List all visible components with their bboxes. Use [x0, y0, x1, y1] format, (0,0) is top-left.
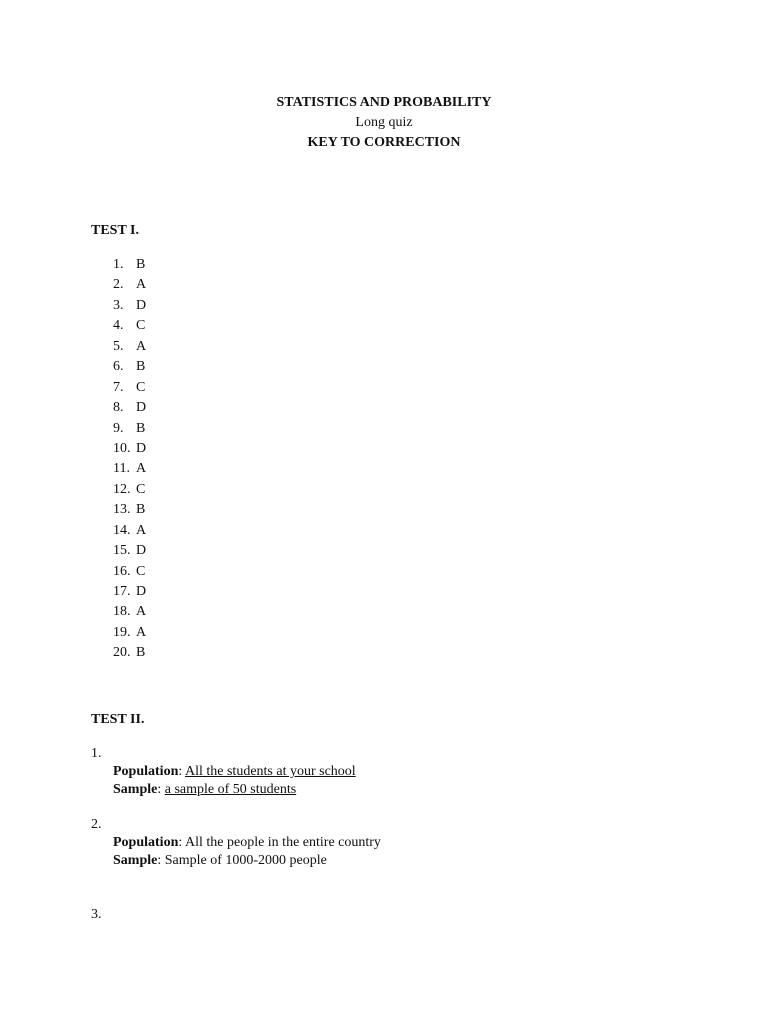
- test2-question-2: [91, 816, 381, 870]
- sample-value: Sample of 1000-2000 people: [164, 853, 327, 868]
- answer-number: 13.: [113, 502, 131, 518]
- answer-value: B: [136, 257, 146, 272]
- question-number: 3.: [91, 907, 102, 922]
- answer-value: D: [136, 440, 147, 456]
- answer-value: B: [136, 645, 146, 661]
- population-label: Population: [113, 764, 179, 779]
- answer-number: 14.: [113, 522, 131, 538]
- test1-title: TEST I.: [91, 223, 139, 238]
- answer-number: 4.: [113, 318, 124, 334]
- answer-value: A: [136, 277, 147, 293]
- question-number: 2.: [91, 817, 102, 832]
- test2-title: TEST II.: [91, 712, 145, 727]
- answer-number: 9.: [113, 420, 124, 436]
- population-label: Population: [113, 835, 179, 850]
- sample-value: a sample of 50 students: [164, 782, 297, 797]
- answer-value: A: [136, 338, 147, 354]
- test2-question-3: [91, 906, 102, 924]
- answer-number: 8.: [113, 400, 124, 416]
- population-line: Population: All the people in the entire country: [113, 835, 381, 850]
- answer-number: 5.: [113, 338, 124, 354]
- population-value: All the people in the entire country: [184, 835, 381, 850]
- answer-number: 2.: [113, 277, 124, 293]
- answer-value: A: [136, 604, 147, 620]
- answer-value: D: [136, 543, 147, 559]
- population-value: All the students at your school: [184, 764, 356, 779]
- test2-question-1: [91, 745, 356, 799]
- answer-value: C: [136, 563, 146, 579]
- answer-number: 20.: [113, 645, 131, 661]
- sample-label: Sample: [113, 782, 158, 797]
- answer-number: 18.: [113, 604, 131, 620]
- answer-number: 3.: [113, 297, 124, 313]
- answer-value: C: [136, 379, 146, 395]
- answer-value: D: [136, 297, 147, 313]
- answer-number: 6.: [113, 359, 124, 375]
- answer-number: 15.: [113, 543, 131, 559]
- document-header: [0, 93, 768, 153]
- answer-value: B: [136, 420, 146, 436]
- answer-value: A: [136, 522, 147, 538]
- answer-number: 12.: [113, 481, 131, 497]
- answer-number: 10.: [113, 440, 131, 456]
- sample-line: Sample: Sample of 1000-2000 people: [113, 853, 327, 868]
- answer-value: C: [136, 318, 146, 334]
- page-title: KEY TO CORRECTION: [307, 135, 461, 150]
- answer-number: 17.: [113, 584, 131, 599]
- sample-line: Sample: a sample of 50 students: [113, 782, 297, 797]
- answer-number: 7.: [113, 379, 124, 395]
- answer-value: B: [136, 502, 146, 518]
- answer-value: D: [136, 584, 147, 599]
- answer-value: D: [136, 400, 147, 416]
- population-line: Population: All the students at your school: [113, 764, 356, 779]
- answer-number: 11.: [113, 461, 130, 477]
- answer-number: 1.: [113, 257, 124, 272]
- answer-value: A: [136, 461, 147, 477]
- answer-value: A: [136, 624, 147, 640]
- answer-number: 16.: [113, 563, 131, 579]
- subject-title: STATISTICS AND PROBABILITY: [276, 95, 492, 110]
- subtitle: Long quiz: [355, 115, 413, 130]
- answer-value: B: [136, 359, 146, 375]
- answer-value: C: [136, 481, 146, 497]
- sample-label: Sample: [113, 853, 158, 868]
- answer-number: 19.: [113, 624, 131, 640]
- question-number: 1.: [91, 746, 102, 761]
